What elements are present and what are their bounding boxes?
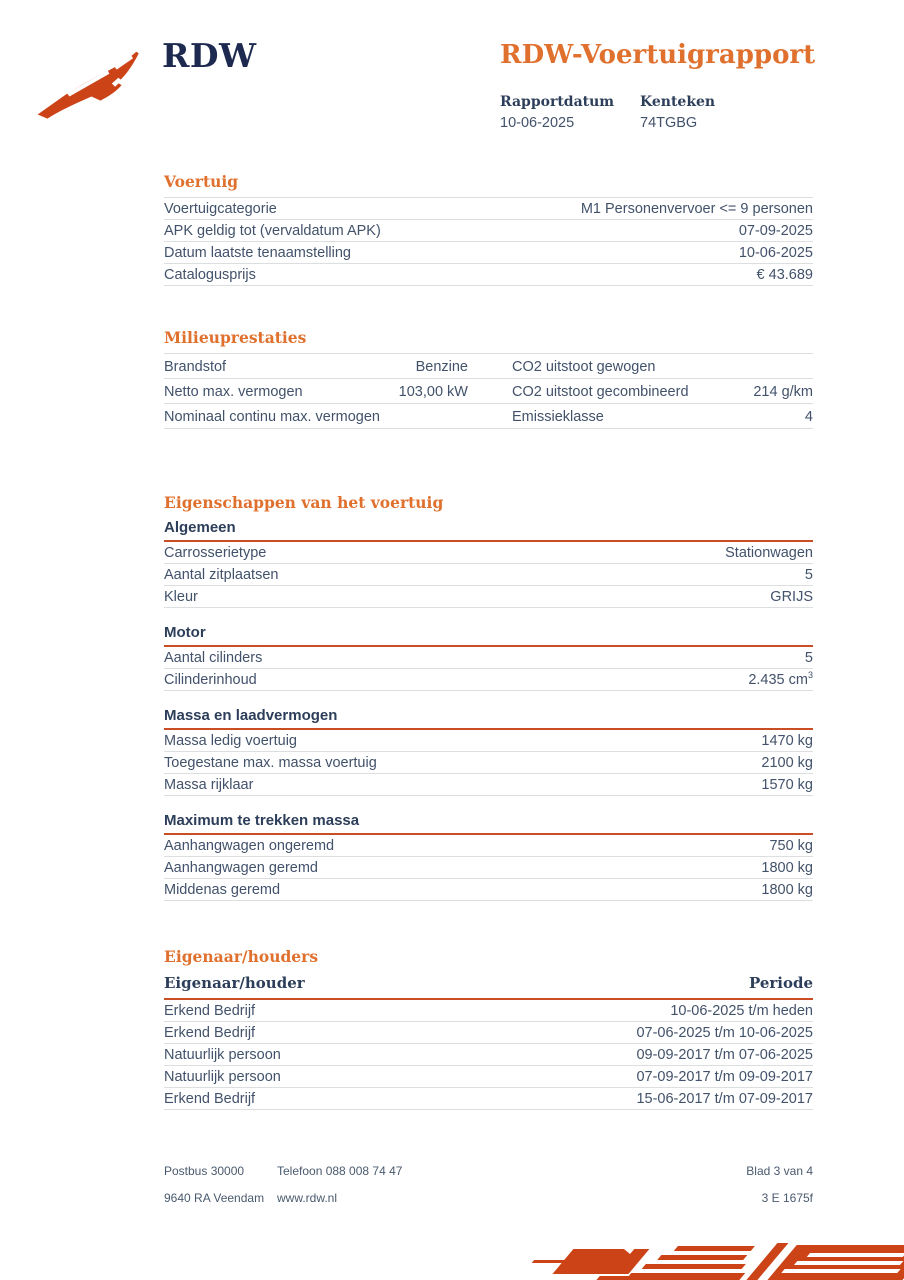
motor-table	[164, 647, 813, 691]
row-label: Massa ledig voertuig	[164, 733, 297, 749]
row-value: 07-09-2025	[738, 223, 813, 239]
algemeen-table	[164, 542, 813, 608]
section-title-milieuprestaties: Milieuprestaties	[164, 328, 307, 347]
report-date-label: Rapportdatum	[500, 94, 615, 110]
row-label: Voertuigcategorie	[164, 201, 277, 217]
row-value: 1570 kg	[761, 777, 813, 793]
rdw-wordmark: RDW	[162, 36, 257, 75]
period-cell: 07-09-2017 t/m 09-09-2017	[636, 1069, 813, 1085]
table-row	[164, 857, 813, 879]
footer-phone: Telefoon 088 008 74 47	[277, 1164, 403, 1178]
section-eigenaar	[164, 947, 813, 1110]
row-label: Massa rijklaar	[164, 777, 254, 793]
row-value: 1470 kg	[761, 733, 813, 749]
footer-form-code: 3 E 1675f	[761, 1191, 813, 1205]
trekken-table	[164, 835, 813, 901]
row-value: 10-06-2025	[738, 245, 813, 261]
row-value: 4	[804, 408, 813, 425]
table-row	[164, 752, 813, 774]
subsection-title-trekken: Maximum te trekken massa	[164, 812, 360, 829]
row-label: Middenas geremd	[164, 882, 281, 898]
section-milieuprestaties	[164, 328, 813, 429]
row-label: Nominaal continu max. vermogen	[164, 408, 380, 425]
subsection-title-motor: Motor	[164, 624, 206, 641]
section-title-eigenaar: Eigenaar/houders	[164, 947, 319, 966]
table-row	[164, 219, 813, 241]
subsection-trekken	[164, 811, 813, 901]
section-title-eigenschappen: Eigenschappen van het voertuig	[164, 493, 444, 512]
row-label: Cilinderinhoud	[164, 672, 257, 688]
section-title-voertuig: Voertuig	[164, 172, 239, 191]
subsection-algemeen	[164, 518, 813, 608]
table-row	[164, 647, 813, 669]
table-row	[164, 542, 813, 564]
row-label: Aanhangwagen ongeremd	[164, 838, 335, 854]
table-row	[164, 1000, 813, 1022]
row-label: CO2 uitstoot gecombineerd	[512, 383, 689, 400]
page-title: RDW-Voertuigrapport	[500, 40, 816, 70]
row-label: Emissieklasse	[512, 408, 604, 425]
page-footer	[164, 1164, 813, 1218]
table-row	[164, 879, 813, 901]
report-date-block	[500, 94, 640, 131]
milieu-table	[164, 353, 813, 429]
row-label: APK geldig tot (vervaldatum APK)	[164, 223, 381, 239]
report-content	[164, 172, 813, 1110]
row-label: Aantal zitplaatsen	[164, 567, 279, 583]
row-value: Benzine	[415, 358, 468, 375]
row-value: € 43.689	[756, 267, 813, 283]
title-block	[500, 40, 830, 131]
row-value: 2100 kg	[761, 755, 813, 771]
table-row	[164, 730, 813, 752]
table-row	[164, 353, 813, 378]
subsection-motor	[164, 623, 813, 691]
voertuig-table	[164, 197, 813, 286]
row-label: Brandstof	[164, 358, 227, 375]
row-label: Aanhangwagen geremd	[164, 860, 318, 876]
table-row	[164, 586, 813, 608]
footer-page-number: Blad 3 van 4	[746, 1164, 813, 1178]
table-row	[164, 564, 813, 586]
footer-address-line2: 9640 RA Veendam	[164, 1191, 265, 1205]
superscript: 3	[807, 670, 813, 681]
table-row	[164, 774, 813, 796]
row-label: Carrosserietype	[164, 545, 267, 561]
row-label: Toegestane max. massa voertuig	[164, 755, 377, 771]
row-value: 2.435 $cm^3$	[748, 670, 813, 688]
owner-cell: Erkend Bedrijf	[164, 1025, 256, 1041]
row-label: CO2 uitstoot gewogen	[512, 358, 656, 375]
table-row	[164, 1044, 813, 1066]
owner-cell: Erkend Bedrijf	[164, 1003, 256, 1019]
row-value: 1800 kg	[761, 882, 813, 898]
row-value: 1800 kg	[761, 860, 813, 876]
table-row	[164, 835, 813, 857]
owner-cell: Natuurlijk persoon	[164, 1069, 281, 1085]
row-label: Netto max. vermogen	[164, 383, 303, 400]
license-plate-value: 74TGBG	[640, 115, 698, 131]
row-value: 103,00 kW	[398, 383, 468, 400]
owner-table	[164, 1000, 813, 1110]
period-cell: 15-06-2017 t/m 07-09-2017	[636, 1091, 813, 1107]
license-plate-block	[640, 94, 715, 131]
table-row	[164, 1022, 813, 1044]
row-label: Datum laatste tenaamstelling	[164, 245, 351, 261]
row-label: Catalogusprijs	[164, 267, 256, 283]
table-row	[164, 378, 813, 403]
owner-cell: Erkend Bedrijf	[164, 1091, 256, 1107]
row-value: Stationwagen	[725, 545, 813, 561]
subsection-massa	[164, 706, 813, 796]
massa-table	[164, 730, 813, 796]
row-value: 214 g/km	[753, 383, 813, 400]
section-voertuig	[164, 172, 813, 286]
table-row	[164, 1066, 813, 1088]
period-cell: 07-06-2025 t/m 10-06-2025	[636, 1025, 813, 1041]
table-row	[164, 197, 813, 219]
subsection-title-massa: Massa en laadvermogen	[164, 707, 338, 724]
table-row	[164, 669, 813, 691]
owner-cell: Natuurlijk persoon	[164, 1047, 281, 1063]
period-cell: 09-09-2017 t/m 07-06-2025	[636, 1047, 813, 1063]
footer-website: www.rdw.nl	[277, 1191, 338, 1205]
row-value: 5	[804, 567, 813, 583]
row-value: 5	[804, 650, 813, 666]
license-plate-label: Kenteken	[640, 94, 716, 110]
table-row	[164, 403, 813, 428]
subsection-title-algemeen: Algemeen	[164, 519, 236, 536]
row-value: GRIJS	[770, 589, 813, 605]
row-label: Kleur	[164, 589, 198, 605]
report-date-value: 10-06-2025	[500, 115, 575, 131]
table-row	[164, 1088, 813, 1110]
column-header-period: Periode	[748, 974, 813, 992]
footer-address-line1: Postbus 30000	[164, 1164, 245, 1178]
row-value: 750 kg	[769, 838, 813, 854]
period-cell: 10-06-2025 t/m heden	[670, 1003, 813, 1019]
row-label: Aantal cilinders	[164, 650, 263, 666]
row-value: M1 Personenvervoer <= 9 personen	[580, 201, 813, 217]
speed-stripes-graphic	[504, 1234, 904, 1280]
column-header-owner: Eigenaar/houder	[164, 974, 305, 992]
rdw-wing-icon	[36, 48, 142, 128]
owner-table-header	[164, 972, 813, 995]
section-eigenschappen	[164, 493, 813, 901]
table-row	[164, 241, 813, 263]
table-row	[164, 263, 813, 285]
